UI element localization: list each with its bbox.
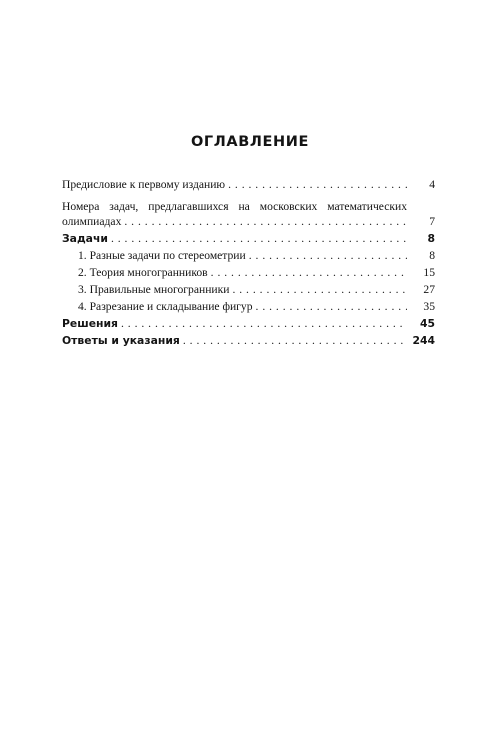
page-title: ОГЛАВЛЕНИЕ xyxy=(190,134,309,150)
toc-entry-solutions[interactable] xyxy=(62,316,435,331)
table-of-contents xyxy=(62,177,435,348)
toc-page-number: 244 xyxy=(412,334,435,347)
toc-entry-section-4[interactable] xyxy=(62,299,435,314)
toc-entry-answers[interactable] xyxy=(62,333,435,348)
toc-entry-preface[interactable] xyxy=(62,177,435,192)
toc-entry-problem-numbers[interactable] xyxy=(62,199,435,229)
dot-leader xyxy=(121,316,407,331)
toc-page-number: 4 xyxy=(429,178,435,191)
toc-page-number: 8 xyxy=(427,232,435,245)
toc-page-number: 35 xyxy=(423,300,435,313)
dot-leader xyxy=(211,265,407,280)
toc-entry-section-3[interactable] xyxy=(62,282,435,297)
toc-page-number: 7 xyxy=(429,215,435,228)
toc-entry-section-2[interactable] xyxy=(62,265,435,280)
toc-page-number: 27 xyxy=(423,283,435,296)
toc-entry-label: 1. Разные задачи по стереометрии xyxy=(78,249,246,262)
toc-page-number: 45 xyxy=(419,317,435,330)
toc-entry-label: Ответы и указания xyxy=(62,334,180,347)
toc-entry-label: 4. Разрезание и складывание фигур xyxy=(78,300,253,313)
toc-entry-label: Решения xyxy=(62,317,118,330)
toc-page-number: 15 xyxy=(423,266,435,279)
toc-page-number: 8 xyxy=(429,249,435,262)
dot-leader xyxy=(256,299,407,314)
toc-entry-label: 3. Правильные многогранники xyxy=(78,283,230,296)
dot-leader xyxy=(232,282,407,297)
dot-leader xyxy=(124,214,407,229)
toc-entry-label: Задачи xyxy=(62,232,108,245)
dot-leader xyxy=(183,333,407,348)
toc-entry-section-1[interactable] xyxy=(62,248,435,263)
toc-entry-label-line1: Номера задач, предлагавшихся на московских математических xyxy=(62,200,407,213)
dot-leader xyxy=(228,177,407,192)
dot-leader xyxy=(111,231,407,246)
toc-entry-label: Предисловие к первому изданию xyxy=(62,178,226,191)
toc-entry-problems[interactable] xyxy=(62,231,435,246)
toc-entry-label-line2: олимпиадах xyxy=(62,215,122,228)
dot-leader xyxy=(249,248,407,263)
toc-entry-label: 2. Теория многогранников xyxy=(78,266,208,279)
